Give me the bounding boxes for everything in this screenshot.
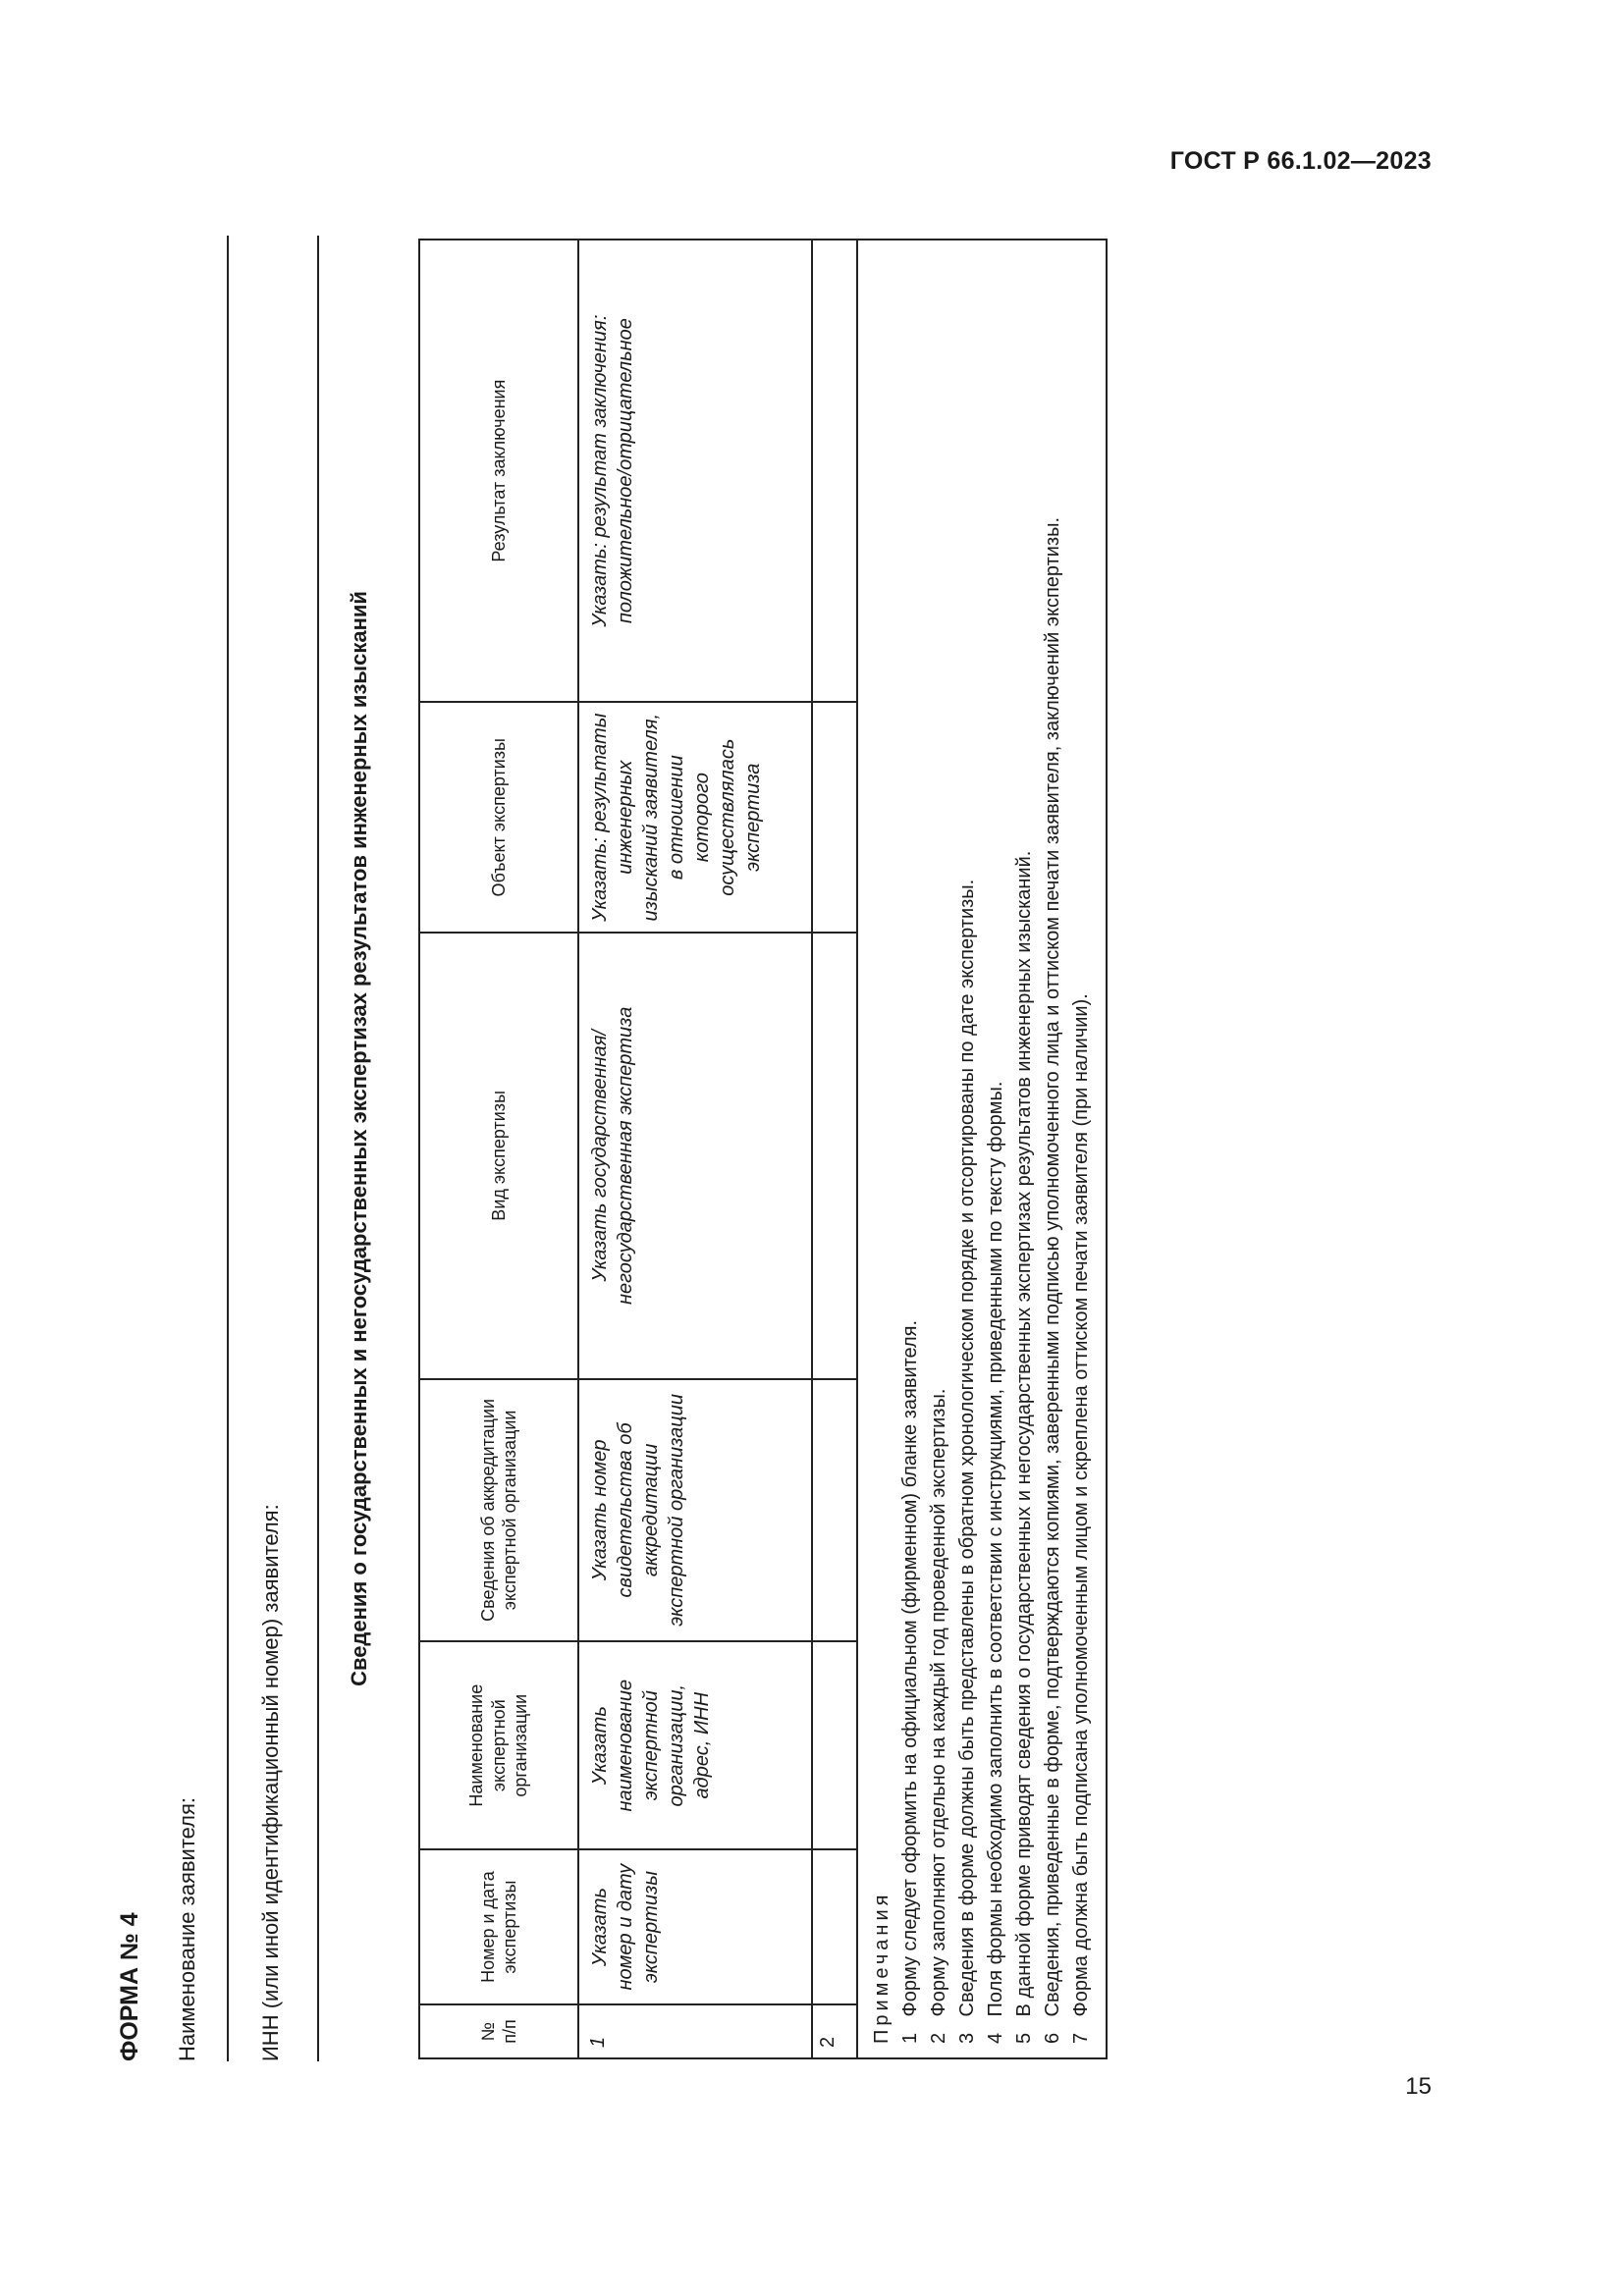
table-row <box>812 240 857 2058</box>
note-number: 1 <box>899 2032 921 2044</box>
note-text: Поля формы необходимо заполнить в соответствии с инструкциями, приведенными по тексту формы. <box>985 1081 1006 2017</box>
note-text: В данной форме приводят сведения о государственных и негосударственных экспертизах результатов инженерных изысканий. <box>1013 850 1035 2017</box>
applicant-name-line <box>227 236 229 2061</box>
note-number: 3 <box>956 2032 978 2044</box>
inn-line <box>317 236 319 2061</box>
note-item <box>1039 250 1067 2044</box>
note-item <box>953 250 982 2044</box>
row2-num: 2 <box>812 2004 857 2058</box>
note-text: Форма должна быть подписана уполномоченным лицом и скреплена оттиском печати заявителя (при наличии). <box>1070 993 1092 2017</box>
note-text: Форму следует оформить на официальном (фирменном) бланке заявителя. <box>899 1319 921 2017</box>
note-item <box>1010 250 1039 2044</box>
rotated-form-page <box>106 216 1147 2061</box>
header-org-name: Наименование экспертной организации <box>419 1641 578 1849</box>
note-text: Сведения в форме должны быть представлены в обратном хронологическом порядке и отсортированы по дате экспертизы. <box>956 879 978 2017</box>
note-number: 7 <box>1070 2032 1092 2044</box>
header-num: № п/п <box>419 2004 578 2058</box>
row2-cell <box>812 1641 857 1849</box>
table-header-row <box>419 240 578 2058</box>
row1-type: Указать государственная/негосударственная экспертиза <box>578 933 812 1378</box>
note-text: Сведения, приведенные в форме, подтверждаются копиями, заверенными подписью уполномоченного лица и оттиском печати заявителя, заключений экспертизы. <box>1042 516 1063 2017</box>
header-type: Вид экспертизы <box>419 933 578 1378</box>
notes-title: Примечания <box>871 1891 893 2044</box>
header-date: Номер и дата экспертизы <box>419 1849 578 2004</box>
row2-cell <box>812 933 857 1378</box>
note-number: 6 <box>1042 2032 1063 2044</box>
expertise-table <box>418 239 1108 2059</box>
row2-cell <box>812 702 857 933</box>
note-number: 4 <box>985 2032 1006 2044</box>
note-item <box>925 250 953 2044</box>
header-accreditation: Сведения об аккредитации экспертной организации <box>419 1379 578 1642</box>
note-text: Форму заполняют отдельно на каждый год проведенной экспертизы. <box>928 1388 949 2017</box>
note-item <box>1067 250 1096 2044</box>
row2-cell <box>812 240 857 702</box>
notes-block <box>857 240 1107 2058</box>
header-result: Результат заключения <box>419 240 578 702</box>
row1-result: Указать: результат заключения: положительное/отрицательное <box>578 240 812 702</box>
note-number: 2 <box>928 2032 949 2044</box>
header-object: Объект экспертизы <box>419 702 578 933</box>
row1-accreditation: Указать номер свидетельства об аккредитации экспертной организации <box>578 1379 812 1642</box>
row1-date: Указать номер и дату экспертизы <box>578 1849 812 2004</box>
form-title: ФОРМА № 4 <box>116 1912 143 2061</box>
table-caption: Сведения о государственных и негосударственных экспертизах результатов инженерных изысканий <box>347 591 371 1686</box>
row2-cell <box>812 1379 857 1642</box>
page-number: 15 <box>1405 2073 1432 2100</box>
standard-designation: ГОСТ Р 66.1.02—2023 <box>1169 147 1432 175</box>
note-item <box>896 250 925 2044</box>
applicant-name-label: Наименование заявителя: <box>175 1796 199 2061</box>
table-row <box>578 240 812 2058</box>
note-item <box>982 250 1010 2044</box>
row1-org-name: Указать наименование экспертной организации, адрес, ИНН <box>578 1641 812 1849</box>
row1-object: Указать: результаты инженерных изысканий заявителя, в отношении которого осуществлялась экспертиза <box>578 702 812 933</box>
note-number: 5 <box>1013 2032 1035 2044</box>
row1-num: 1 <box>578 2004 812 2058</box>
notes-row <box>857 240 1107 2058</box>
row2-cell <box>812 1849 857 2004</box>
inn-label: ИНН (или иной идентификационный номер) заявителя: <box>258 1504 283 2061</box>
